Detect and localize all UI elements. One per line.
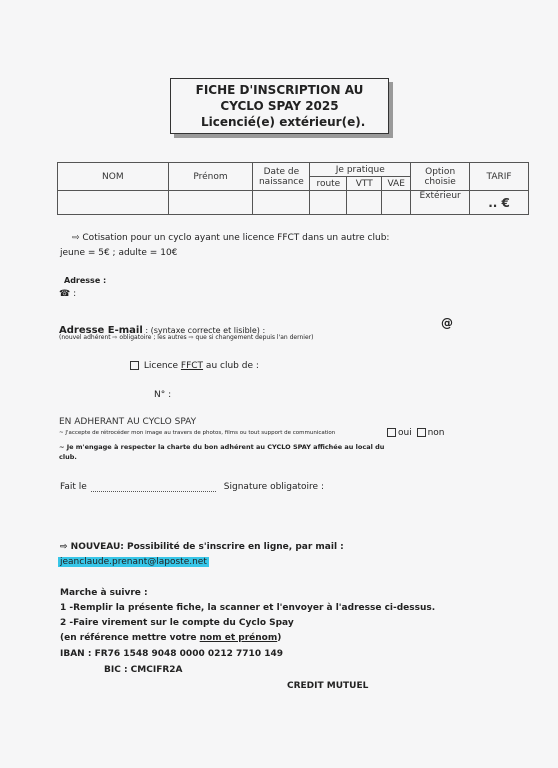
- marche-title: Marche à suivre :: [60, 588, 148, 598]
- signature-label: Signature obligatoire :: [223, 482, 324, 492]
- charte-dash: ~: [59, 443, 67, 451]
- fait-le-label: Fait le: [60, 482, 87, 492]
- phone-suffix: :: [73, 289, 77, 299]
- phone-icon: ☎: [59, 289, 71, 299]
- ref-underlined: nom et prénom: [199, 633, 278, 643]
- marche-step-2: 2 -Faire virement sur le compte du Cyclo Spay: [60, 618, 294, 628]
- bic: BIC : CMCIFR2A: [104, 665, 183, 675]
- licence-row: [128, 361, 259, 371]
- cell-prenom[interactable]: [168, 191, 253, 215]
- marche-step-1: 1 -Remplir la présente fiche, la scanner et l'envoyer à l'adresse ci-dessus.: [60, 603, 436, 613]
- charte-line-2: club.: [59, 453, 77, 461]
- adresse-label: Adresse :: [64, 276, 107, 285]
- licence-suffix: au club de :: [203, 361, 259, 371]
- option-label-1: Option: [425, 166, 456, 177]
- title-line-3: Licencié(e) extérieur(e).: [201, 115, 366, 129]
- col-vtt: VTT: [347, 177, 382, 191]
- bank-name: CREDIT MUTUEL: [287, 681, 369, 691]
- adherant-heading: EN ADHERANT AU CYCLO SPAY: [59, 417, 197, 427]
- title-box: [170, 78, 389, 134]
- oui-label: oui: [398, 428, 412, 438]
- non-checkbox[interactable]: [417, 428, 426, 437]
- title-line-1: FICHE D'INSCRIPTION AU: [195, 83, 364, 97]
- licence-numero: N° :: [154, 390, 172, 400]
- email-detail: : (syntaxe correcte et lisible) :: [142, 326, 266, 335]
- consent-text: J'accepte de rétrocéder mon image au travers de photos, films ou tout support de communication: [65, 430, 336, 436]
- cell-route[interactable]: [310, 191, 347, 215]
- cell-vae[interactable]: [382, 191, 411, 215]
- date-label-2: naissance: [258, 176, 304, 187]
- cell-tarif: .. €: [470, 191, 529, 215]
- licence-prefix: Licence: [141, 361, 181, 371]
- cotisation-line-2: jeune = 5€ ; adulte = 10€: [60, 248, 178, 258]
- cell-option: Extérieur: [411, 191, 470, 215]
- cell-nom[interactable]: [58, 191, 169, 215]
- nouveau-email-link[interactable]: jeanclaude.prenant@laposte.net: [60, 557, 207, 567]
- cell-date[interactable]: [253, 191, 310, 215]
- charte-line-1: [59, 443, 384, 451]
- registration-table: [57, 162, 529, 215]
- nouveau-text: ⇨ NOUVEAU: Possibilité de s'inscrire en ligne, par mail :: [60, 542, 344, 552]
- col-je-pratique: Je pratique: [310, 163, 411, 177]
- charte-text: Je m'engage à respecter la charte du bon adhérent au CYCLO SPAY affichée au local du: [66, 443, 385, 451]
- nouveau-email-row: [58, 557, 209, 567]
- col-prenom: Prénom: [168, 163, 253, 191]
- email-note: (nouvel adhérent ⇨ obligatoire ; les autres ⇨ que si changement depuis l'an dernier): [59, 334, 314, 341]
- col-nom: NOM: [58, 163, 169, 191]
- col-vae: VAE: [382, 177, 411, 191]
- col-date-naissance: [253, 163, 310, 191]
- date-label-1: Date de: [263, 166, 300, 177]
- non-label: non: [427, 428, 445, 438]
- licence-checkbox[interactable]: [130, 361, 139, 370]
- consent-row: [59, 430, 335, 436]
- at-icon: @: [441, 316, 453, 330]
- ref-suffix: ): [277, 633, 282, 643]
- ref-prefix: (en référence mettre votre: [60, 633, 200, 643]
- option-label-2: choisie: [424, 176, 456, 187]
- col-tarif: TARIF: [470, 163, 529, 191]
- signature-row: [60, 482, 324, 492]
- iban: IBAN : FR76 1548 9048 0000 0212 7710 149: [60, 649, 284, 659]
- cell-vtt[interactable]: [347, 191, 382, 215]
- marche-reference: [60, 633, 281, 643]
- phone-row: [59, 289, 76, 299]
- col-route: route: [310, 177, 347, 191]
- title-line-2: CYCLO SPAY 2025: [220, 99, 339, 113]
- oui-checkbox[interactable]: [387, 428, 396, 437]
- col-option: [411, 163, 470, 191]
- consent-choices: [385, 428, 445, 438]
- email-label: Adresse E-mail: [59, 325, 143, 336]
- date-line[interactable]: [91, 491, 216, 492]
- licence-ffct: FFCT: [180, 361, 204, 371]
- cotisation-line-1: ⇨ Cotisation pour un cyclo ayant une licence FFCT dans un autre club:: [72, 233, 390, 243]
- consent-dash: ~: [59, 430, 66, 436]
